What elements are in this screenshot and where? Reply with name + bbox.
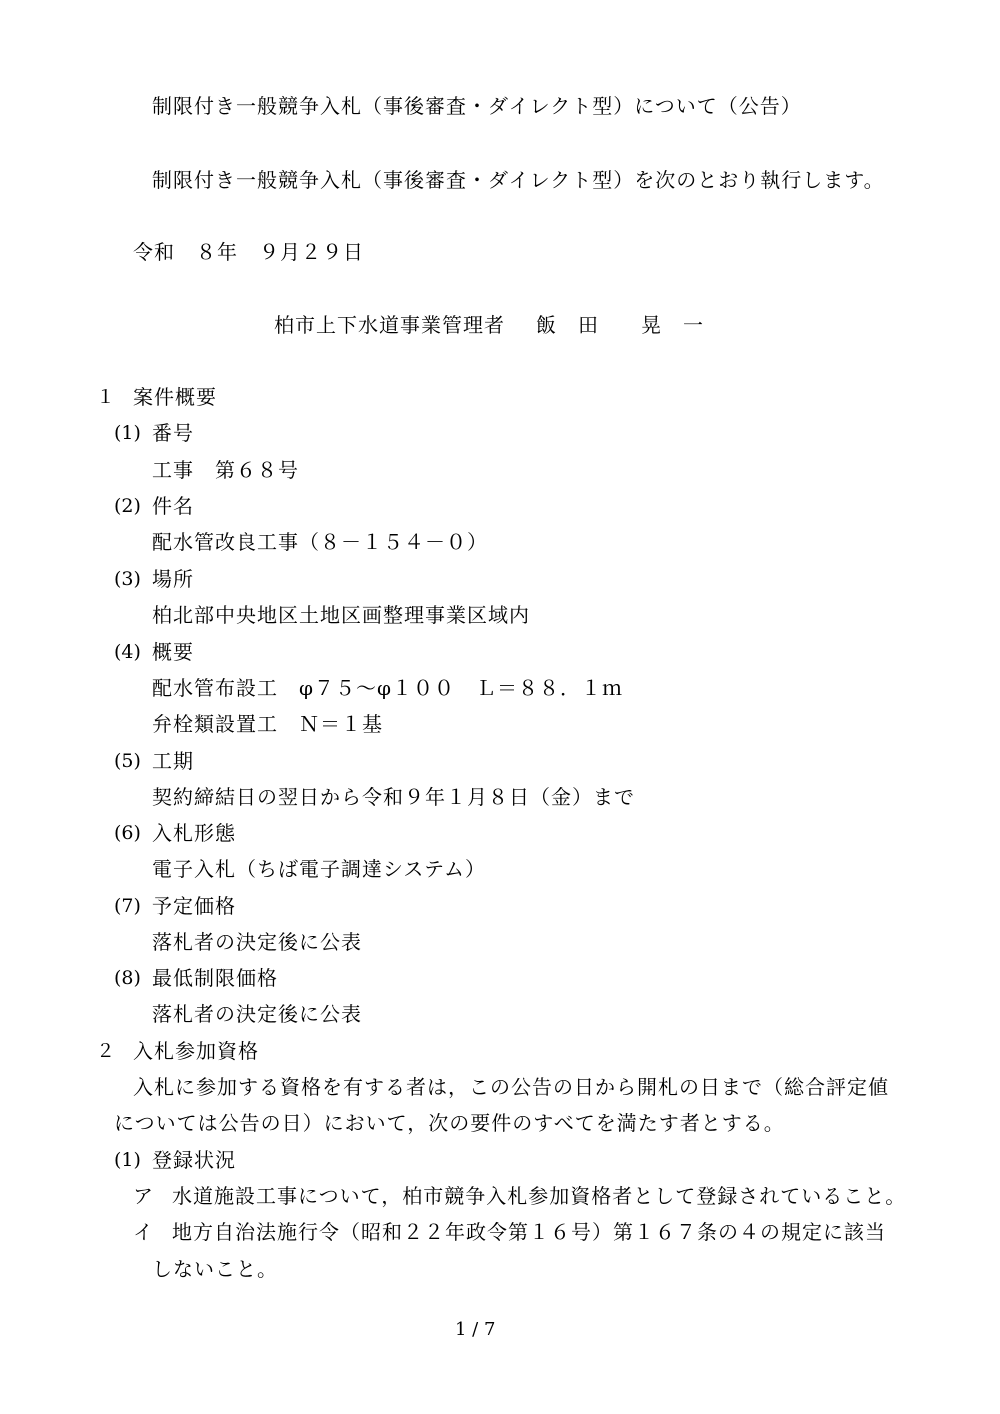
item-6-label: (6) (114, 822, 141, 844)
item-1-label: (1) (114, 422, 141, 444)
item-5-heading: 工期 (152, 749, 194, 773)
item-4-value-1: 配水管布設工 φ７５～φ１００ Ｌ＝８８．１ｍ (152, 676, 624, 700)
notice-date: 令和 ８年 ９月２９日 (133, 240, 364, 264)
item-6-value: 電子入札（ちば電子調達システム） (152, 857, 486, 881)
item-2-heading: 件名 (152, 494, 194, 518)
item-5-label: (5) (114, 750, 141, 772)
issuer-name: 飯 田 晃 一 (536, 313, 704, 337)
item-4-heading: 概要 (152, 640, 194, 664)
section-2-sub1-heading: 登録状況 (152, 1148, 236, 1172)
section-2-heading: 入札参加資格 (133, 1039, 259, 1063)
item-8-label: (8) (114, 967, 141, 989)
section-2-paragraph-line-1: 入札に参加する資格を有する者は，この公告の日から開札の日まで（総合評定値 (133, 1075, 889, 1099)
item-3-label: (3) (114, 568, 141, 590)
item-2-value: 配水管改良工事（８－１５４－０） (152, 530, 488, 554)
item-7-value: 落札者の決定後に公表 (152, 930, 362, 954)
section-2-paragraph-line-2: については公告の日）において，次の要件のすべてを満たす者とする。 (114, 1111, 785, 1135)
item-6-heading: 入札形態 (152, 821, 236, 845)
issuer-position: 柏市上下水道事業管理者 (274, 313, 505, 337)
item-2-label: (2) (114, 495, 141, 517)
requirement-i-text-line-1: 地方自治法施行令（昭和２２年政令第１６号）第１６７条の４の規定に該当 (172, 1220, 886, 1244)
section-1-heading: 案件概要 (133, 385, 217, 409)
item-4-value-2: 弁栓類設置工 Ｎ＝１基 (152, 712, 383, 736)
item-8-heading: 最低制限価格 (152, 966, 278, 990)
item-1-value: 工事 第６８号 (152, 458, 299, 482)
item-3-value: 柏北部中央地区土地区画整理事業区域内 (152, 603, 530, 627)
section-1-number: １ (96, 386, 116, 408)
item-4-label: (4) (114, 641, 141, 663)
requirement-a-text: 水道施設工事について，柏市競争入札参加資格者として登録されていること。 (172, 1184, 907, 1208)
section-2-number: ２ (96, 1040, 116, 1062)
item-5-value: 契約締結日の翌日から令和９年１月８日（金）まで (152, 785, 635, 809)
requirement-a-mark: ア (133, 1184, 154, 1208)
item-3-heading: 場所 (152, 567, 194, 591)
requirement-i-mark: イ (133, 1220, 154, 1244)
document-title: 制限付き一般競争入札（事後審査・ダイレクト型）について（公告） (152, 94, 802, 118)
requirement-i-text-line-2: しないこと。 (152, 1257, 278, 1281)
page-number: 1 / 7 (455, 1319, 496, 1340)
item-7-heading: 予定価格 (152, 894, 236, 918)
intro-text: 制限付き一般競争入札（事後審査・ダイレクト型）を次のとおり執行します。 (152, 168, 885, 192)
section-2-sub1-label: (1) (114, 1149, 141, 1171)
item-7-label: (7) (114, 895, 141, 917)
item-1-heading: 番号 (152, 421, 194, 445)
item-8-value: 落札者の決定後に公表 (152, 1002, 362, 1026)
